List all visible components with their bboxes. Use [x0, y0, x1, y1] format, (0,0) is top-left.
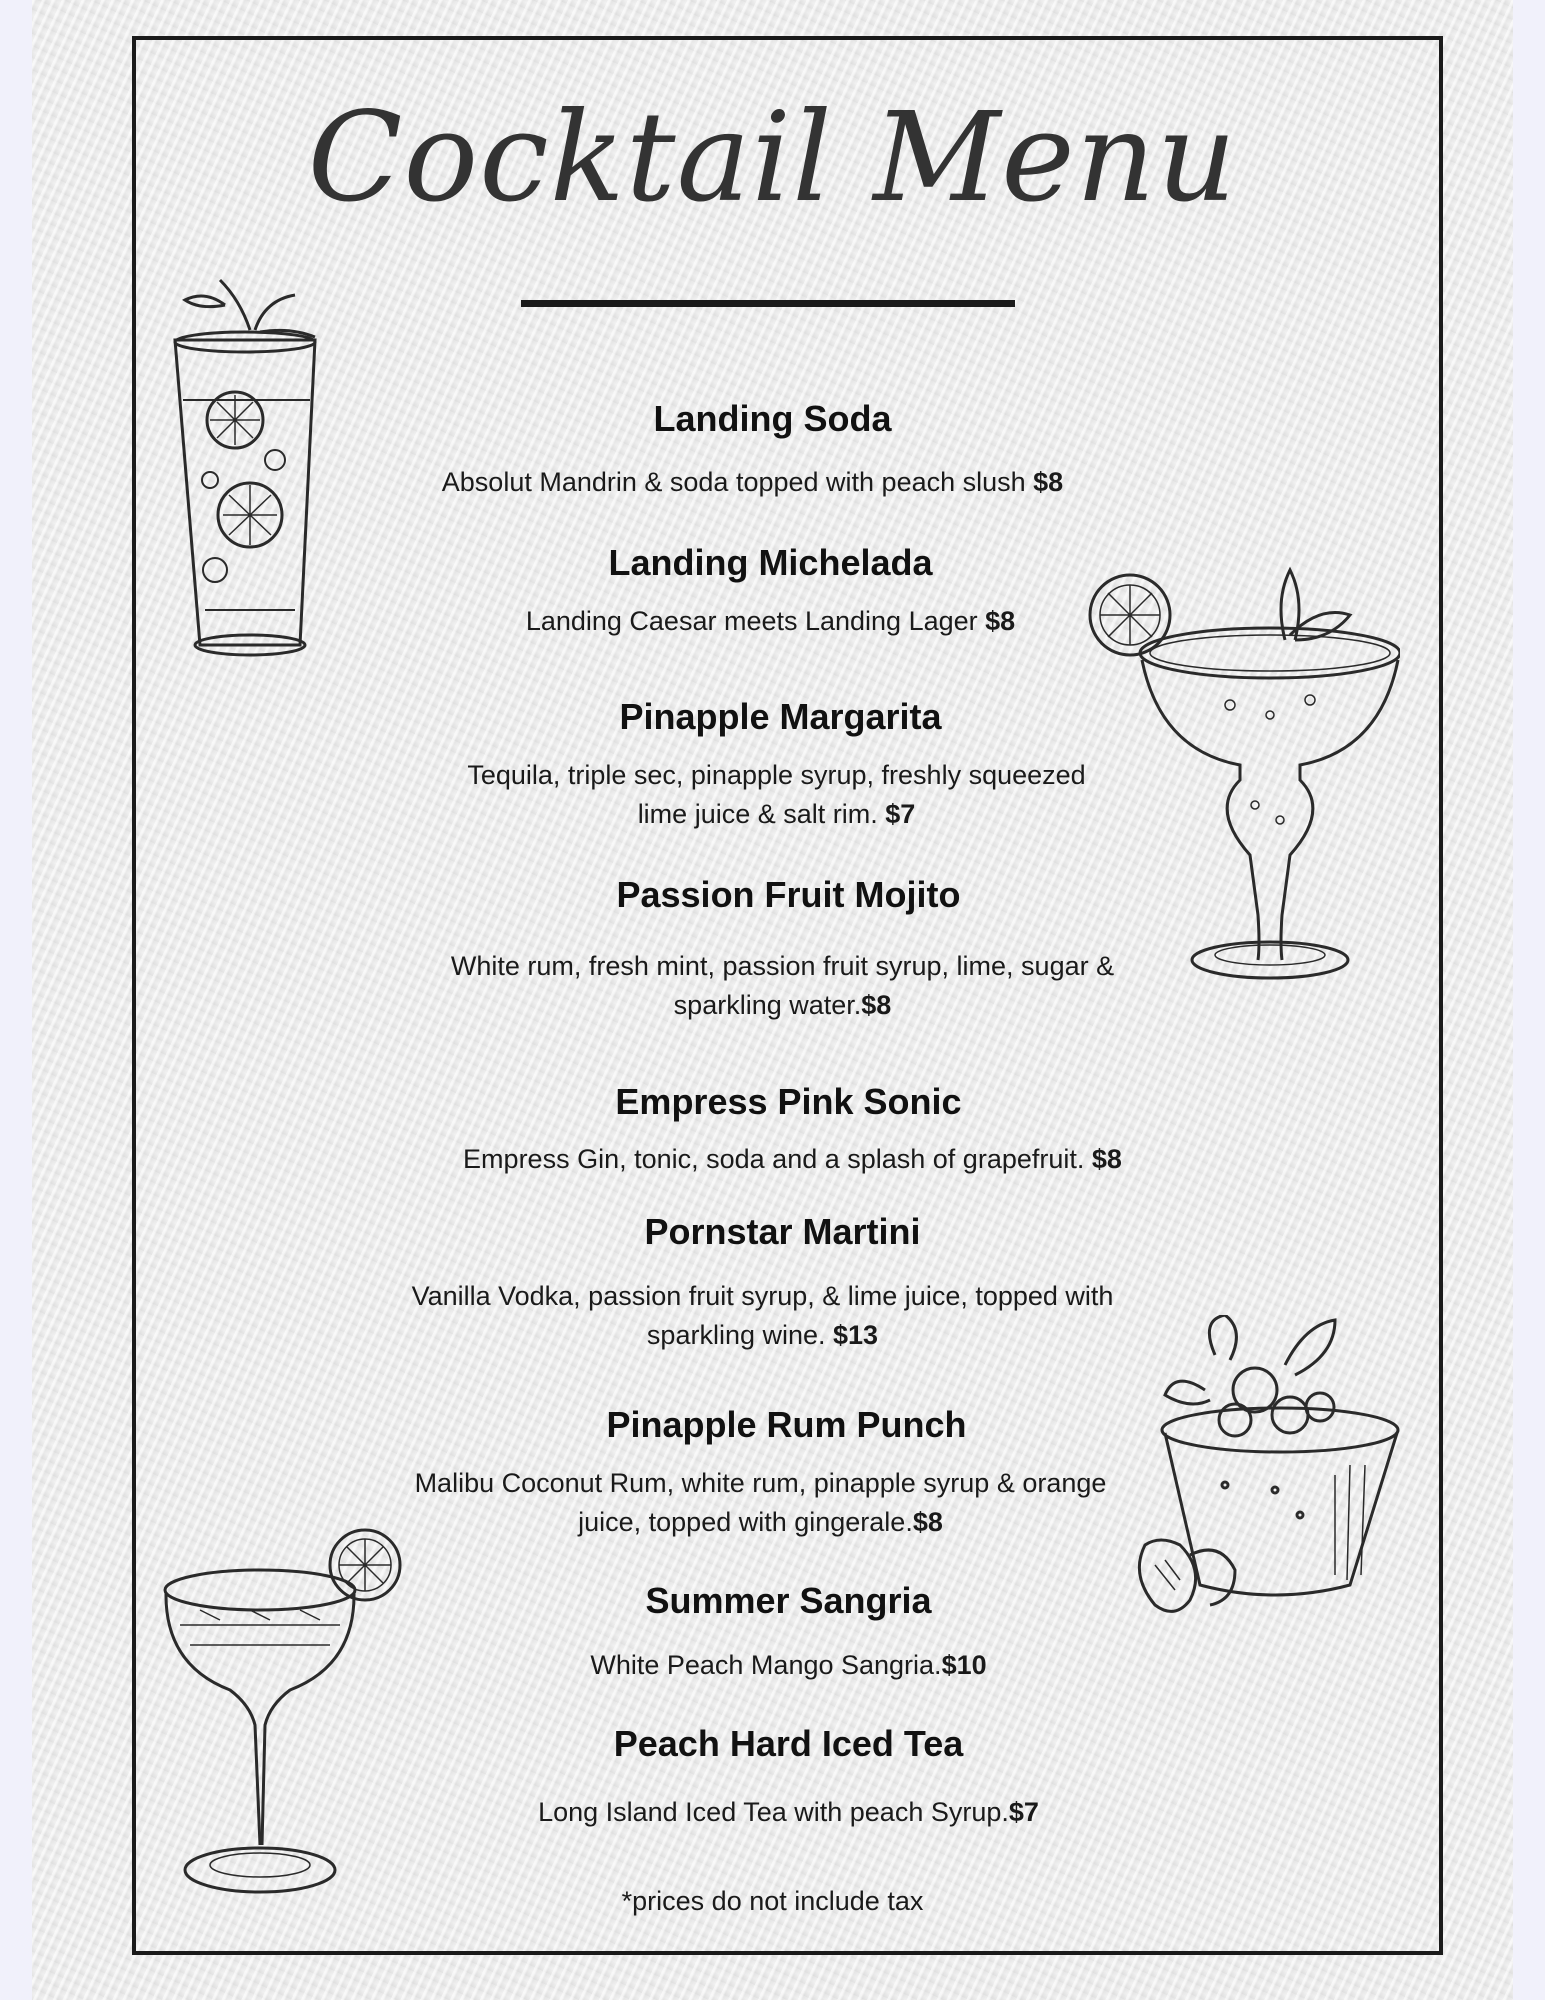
item-price: $8: [985, 606, 1016, 636]
item-name: Landing Michelada: [608, 542, 933, 583]
item-description: Landing Caesar meets Landing Lager $8: [525, 606, 1016, 636]
item-description: Malibu Coconut Rum, white rum, pinapple syrup & orange juice, topped with gingerale.$8: [414, 1468, 1107, 1537]
item-name: Summer Sangria: [645, 1580, 932, 1621]
item-price: $8: [1091, 1144, 1122, 1174]
item-description: White rum, fresh mint, passion fruit syrup, lime, sugar & sparkling water.$8: [450, 951, 1115, 1020]
item-price: $13: [833, 1320, 879, 1350]
item-description: Absolut Mandrin & soda topped with peach slush $8: [441, 467, 1064, 497]
item-price: $10: [941, 1650, 987, 1680]
item-description: Long Island Iced Tea with peach Syrup.$7: [538, 1797, 1039, 1827]
margarita-glass-icon: [1080, 565, 1400, 985]
coupe-glass-icon: [160, 1525, 410, 1900]
berry-cup-icon: [1135, 1315, 1400, 1620]
item-name: Landing Soda: [653, 398, 892, 439]
item-price: $8: [861, 990, 892, 1020]
item-description: White Peach Mango Sangria.$10: [590, 1650, 987, 1680]
item-name: Passion Fruit Mojito: [616, 874, 961, 915]
item-price: $8: [912, 1507, 943, 1537]
page-title: Cocktail Menu: [307, 86, 1238, 230]
footnote: *prices do not include tax: [621, 1886, 924, 1916]
item-price: $7: [1008, 1797, 1039, 1827]
item-price: $7: [885, 799, 916, 829]
item-description: Vanilla Vodka, passion fruit syrup, & lime juice, topped with sparkling wine. $13: [411, 1281, 1114, 1350]
item-price: $8: [1033, 467, 1064, 497]
item-name: Empress Pink Sonic: [615, 1081, 962, 1122]
item-name: Pornstar Martini: [644, 1211, 921, 1252]
item-name: Pinapple Margarita: [619, 696, 942, 737]
item-description: Tequila, triple sec, pinapple syrup, freshly squeezed lime juice & salt rim. $7: [467, 760, 1086, 829]
highball-glass-icon: [165, 270, 340, 660]
item-description: Empress Gin, tonic, soda and a splash of grapefruit. $8: [463, 1144, 1122, 1174]
item-name: Peach Hard Iced Tea: [613, 1723, 964, 1764]
item-name: Pinapple Rum Punch: [606, 1404, 967, 1445]
title-underline: [521, 300, 1015, 307]
